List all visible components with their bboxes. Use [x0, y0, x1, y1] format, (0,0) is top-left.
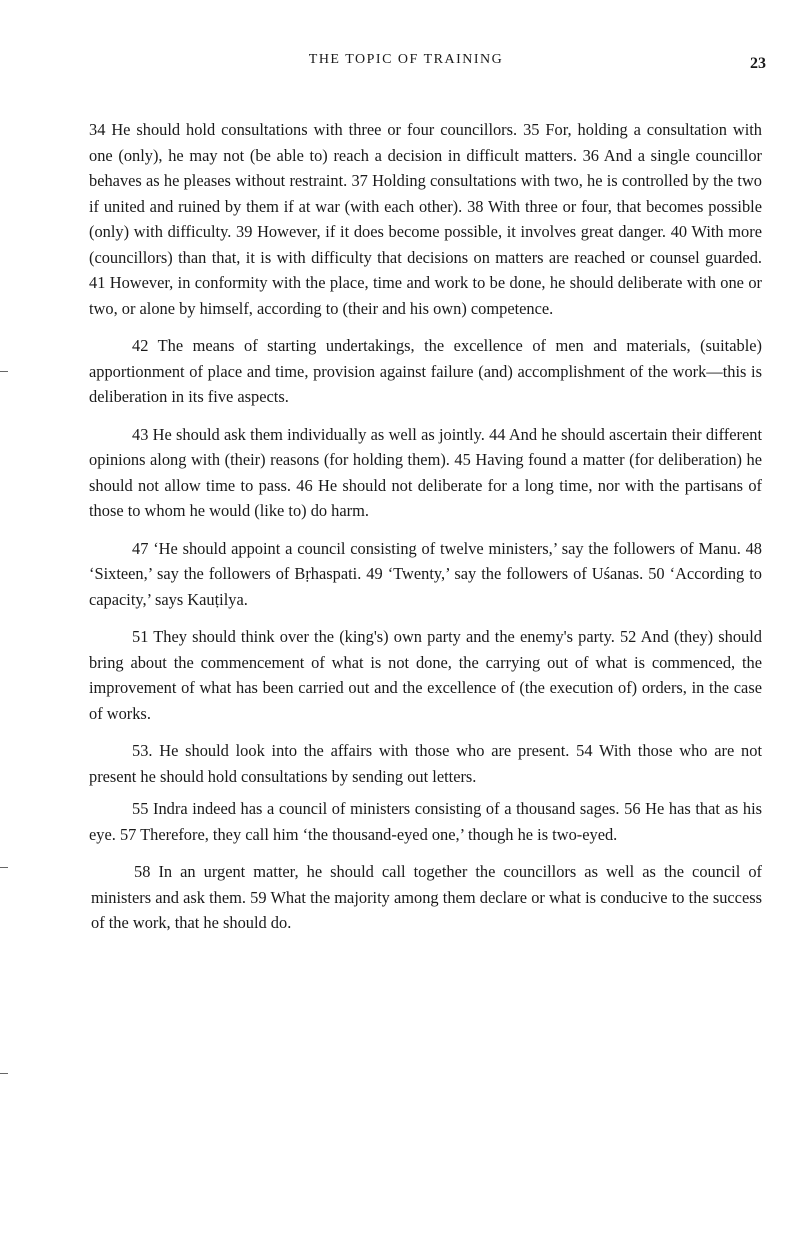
margin-mark — [0, 371, 8, 372]
running-head: THE TOPIC OF TRAINING — [308, 52, 504, 67]
paragraph-43-46: 43 He should ask them individually as well as jointly. 44 And he should ascertain their different opinions along with (their) reasons (for holding them). 45 Having found a matter (for deliberation) he should not allow time to pass. 46 He should not deliberate for a long time, nor with the partisans of those to whom he would (like to) do harm. — [89, 424, 762, 520]
body-text — [89, 117, 762, 936]
paragraph-53-54: 53. He should look into the affairs with those who are present. 54 With those who are not present he should hold consultations by sending out letters. — [89, 741, 762, 786]
page-number: 23 — [750, 55, 766, 72]
margin-mark — [0, 867, 8, 868]
paragraph-42: 42 The means of starting undertakings, the excellence of men and materials, (suitable) apportionment of place and time, provision against failure (and) accomplishment of the work—this is deliberation in its five aspects. — [89, 336, 762, 406]
paragraph-34-41: 34 He should hold consultations with three or four councillors. 35 For, holding a consultation with one (only), he may not (be able to) reach a decision in difficult matters. 36 And a single councillor behaves as he pleases without restraint. 37 Holding consultations with two, he is controlled by the two if united and ruined by them if at war (with each other). 38 With three or four, that becomes possible (only) with difficulty. 39 However, if it does become possible, it involves great danger. 40 With more (councillors) than that, it is with difficulty that decisions on matters are reached or counsel guarded. 41 However, in conformity with the place, time and work to be done, he should deliberate with one or two, or alone by himself, according to (their and his own) competence. — [89, 120, 762, 318]
paragraph-51-52: 51 They should think over the (king's) own party and the enemy's party. 52 And (they) should bring about the commencement of what is not done, the carrying out of what is commenced, the improvement of what has been carried out and the excellence of (the execution of) orders, in the case of works. — [89, 627, 762, 723]
paragraph-55-57: 55 Indra indeed has a council of ministers consisting of a thousand sages. 56 He has that as his eye. 57 Therefore, they call him ‘the thousand-eyed one,’ though he is two-eyed. — [89, 799, 762, 844]
paragraph-58-59: 58 In an urgent matter, he should call together the councillors as well as the council of ministers and ask them. 59 What the majority among them declare or what is conducive to the success of the work, that he should do. — [91, 862, 762, 932]
paragraph-47-50: 47 ‘He should appoint a council consisting of twelve ministers,’ say the followers of Manu. 48 ‘Sixteen,’ say the followers of Bṛhaspati. 49 ‘Twenty,’ say the followers of Uśanas. 50 ‘According to capacity,’ says Kauṭilya. — [89, 538, 762, 609]
margin-mark — [0, 1073, 8, 1074]
